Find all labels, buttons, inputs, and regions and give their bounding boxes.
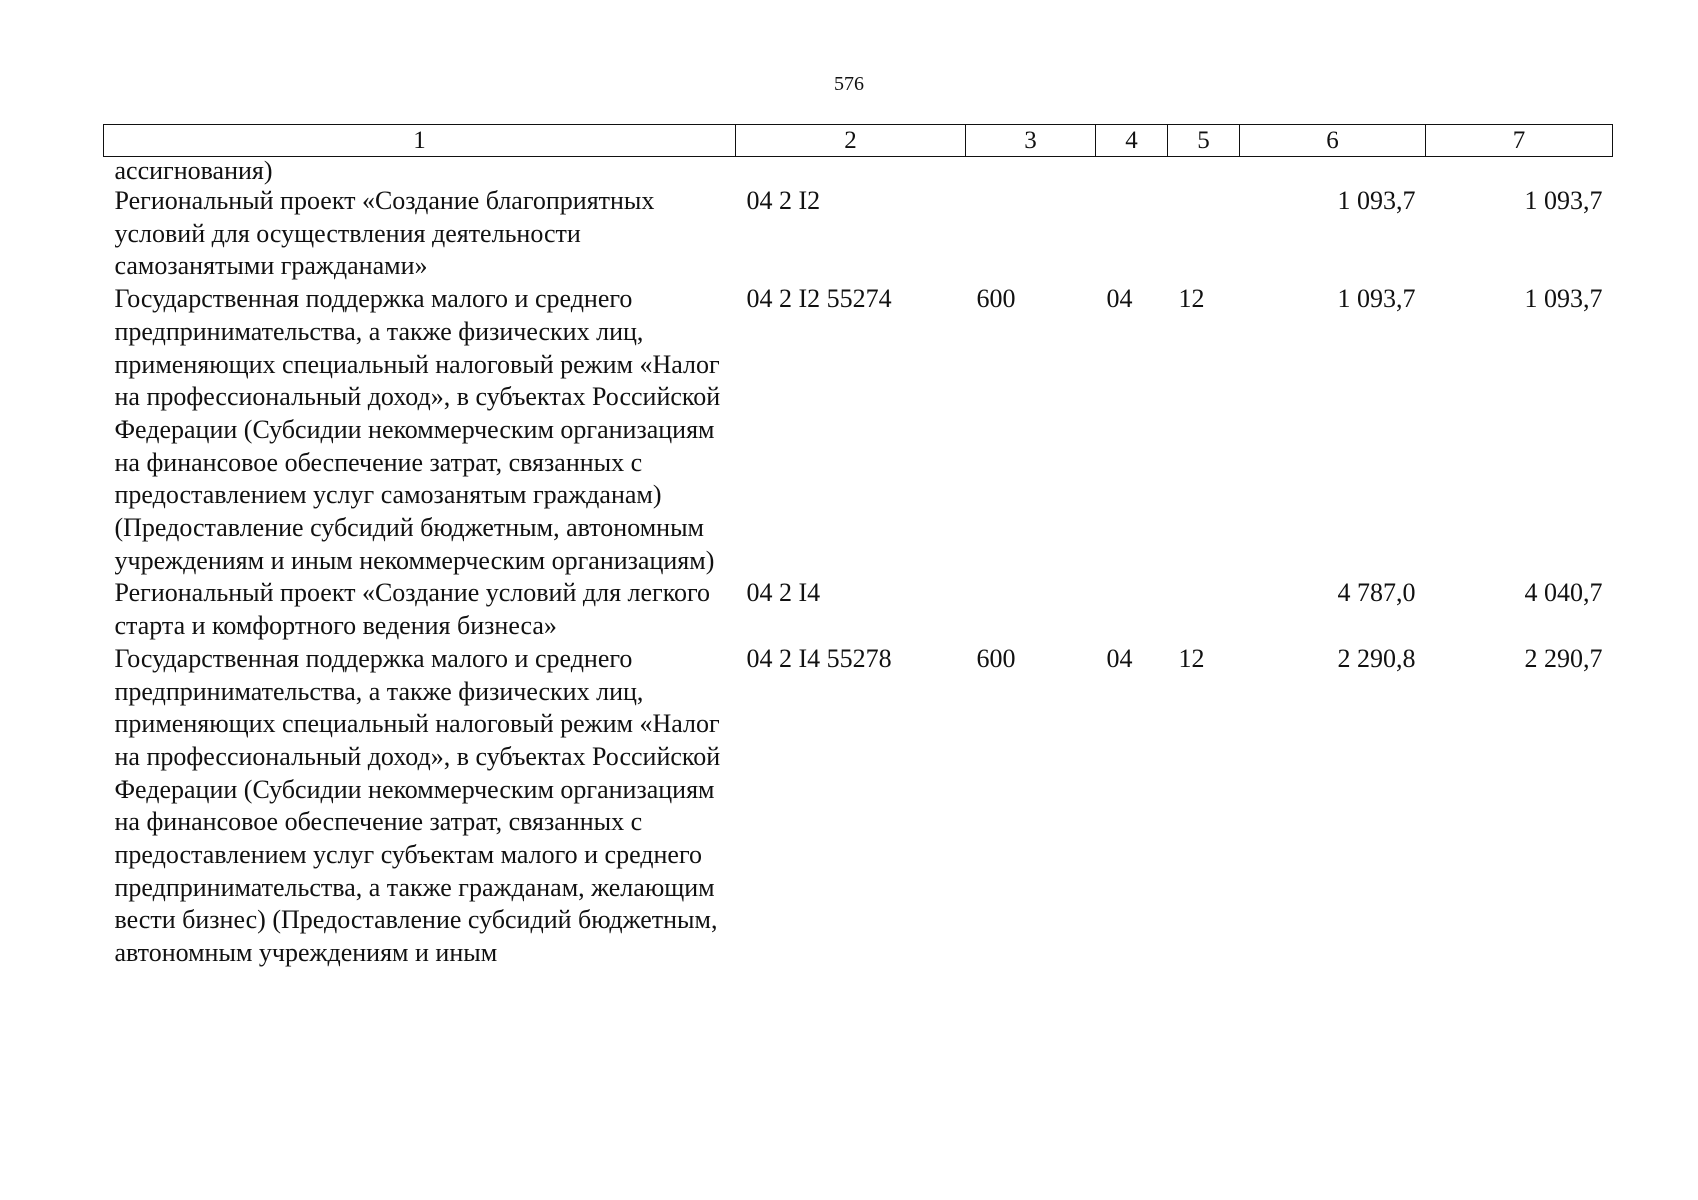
- row-subsection: 12: [1178, 284, 1205, 314]
- row-expense-type: [966, 157, 1096, 186]
- row-target-code: 04 2 I2: [746, 186, 821, 215]
- row-target-code: 04 2 I4: [746, 578, 821, 608]
- row-subsection: [1168, 577, 1240, 642]
- row-section: [1096, 577, 1168, 642]
- row-amount-1: 2 290,8: [1337, 643, 1416, 673]
- row-description: Региональный проект «Создание благоприятных условий для осуществления деятельности самозанятыми гражданами»: [114, 186, 655, 281]
- header-col-7: 7: [1426, 125, 1613, 157]
- table-row: [104, 283, 1613, 577]
- row-section: [1096, 185, 1168, 283]
- row-amount-1: [1240, 157, 1426, 186]
- row-section: 04: [1106, 643, 1133, 673]
- row-amount-1: 1 093,7: [1337, 284, 1416, 314]
- row-description: Региональный проект «Создание условий для легкого старта и комфортного ведения бизнеса»: [114, 578, 711, 641]
- header-col-6: 6: [1240, 125, 1426, 157]
- header-row: [104, 125, 1613, 157]
- row-expense-type: [966, 577, 1096, 642]
- row-amount-1: 4 787,0: [1337, 578, 1416, 608]
- header-col-2: 2: [736, 125, 966, 157]
- row-target-code: 04 2 I2 55274: [746, 284, 892, 314]
- table-body: [104, 157, 1613, 970]
- row-subsection: [1168, 157, 1240, 186]
- table-header: [104, 125, 1613, 157]
- row-amount-2: 1 093,7: [1524, 284, 1603, 314]
- header-col-4: 4: [1096, 125, 1168, 157]
- header-col-5: 5: [1168, 125, 1240, 157]
- row-target-code: 04 2 I4 55278: [746, 643, 892, 673]
- row-section: 04: [1106, 284, 1133, 314]
- table-row: [104, 185, 1613, 283]
- row-expense-type: [966, 185, 1096, 283]
- row-amount-2: [1426, 157, 1613, 186]
- row-section: [1096, 157, 1168, 186]
- row-description: Государственная поддержка малого и среднего предпринимательства, а также физических лиц, применяющих специальный налоговый режим «Налог на профессиональный доход», в субъектах Российской Федерации (Субсидии некоммерческим организациям на финансовое обеспечение затрат, связанных с предоставлением услуг субъектам малого и среднего предпринимательства, а также гражданам, желающим вести бизнес) (Предоставление субсидий бюджетным, автономным учреждениям и иным: [114, 643, 721, 968]
- table-row: [104, 577, 1613, 642]
- row-subsection: [1168, 185, 1240, 283]
- row-description: Государственная поддержка малого и среднего предпринимательства, а также физических лиц, применяющих специальный налоговый режим «Налог на профессиональный доход», в субъектах Российской Федерации (Субсидии некоммерческим организациям на финансовое обеспечение затрат, связанных с предоставлением услуг самозанятым гражданам) (Предоставление субсидий бюджетным, автономным учреждениям и иным некоммерческим организациям): [114, 284, 721, 575]
- budget-table: [103, 124, 1613, 970]
- header-col-3: 3: [966, 125, 1096, 157]
- row-amount-2: 1 093,7: [1524, 186, 1603, 215]
- table-row: [104, 643, 1613, 970]
- row-amount-2: 4 040,7: [1524, 578, 1603, 608]
- header-col-1: 1: [104, 125, 736, 157]
- row-expense-type: 600: [976, 284, 1016, 314]
- row-expense-type: 600: [976, 643, 1016, 673]
- row-amount-2: 2 290,7: [1524, 643, 1603, 673]
- row-amount-1: 1 093,7: [1337, 186, 1416, 215]
- table-row: [104, 157, 1613, 186]
- row-target-code: [736, 157, 966, 186]
- row-subsection: 12: [1178, 643, 1205, 673]
- row-description: ассигнования): [114, 156, 273, 185]
- page-number: 576: [834, 73, 864, 95]
